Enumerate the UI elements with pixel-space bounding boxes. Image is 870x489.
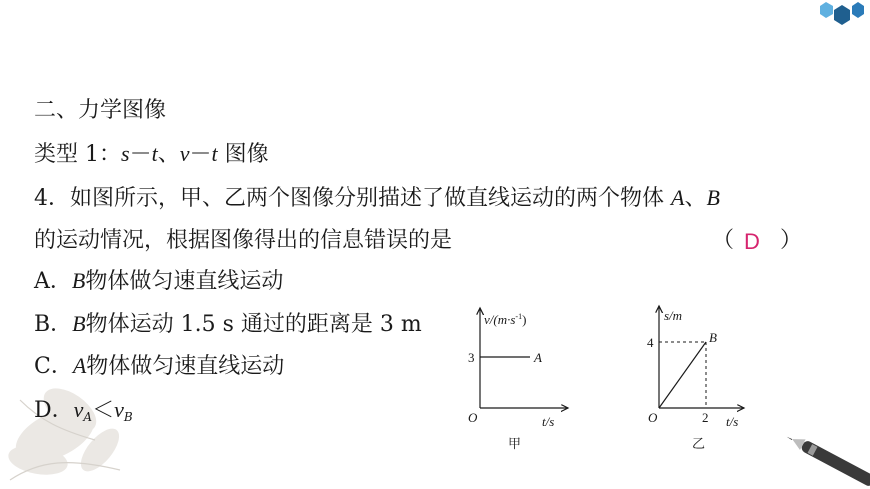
section-heading: 二、力学图像 [34, 98, 167, 123]
yi-caption: 乙 [692, 436, 706, 451]
yi-tick-x: 2 [702, 410, 709, 425]
yi-tick-y: 4 [647, 335, 654, 350]
question-stem-line2: 的运动情况，根据图像得出的信息错误的是 [34, 228, 453, 253]
answer-paren-open: （ [712, 228, 735, 253]
jia-tick-y: 3 [468, 350, 475, 365]
yi-line-b [659, 342, 706, 408]
answer-letter: D [744, 229, 760, 254]
type-line: 类型 1：s－t、v－t 图像 [34, 141, 269, 167]
jia-x-label: t/s [542, 414, 555, 429]
jia-origin: O [468, 410, 478, 425]
yi-y-label: s/m [664, 308, 683, 323]
question-stem-line1: 4．如图所示，甲、乙两个图像分别描述了做直线运动的两个物体 A、B [34, 185, 720, 211]
pen-decoration-icon [770, 420, 870, 489]
figure-yi-st-graph [640, 300, 770, 460]
jia-caption: 甲 [508, 436, 522, 451]
figure-jia-vt-graph [460, 300, 600, 460]
option-d: D．$v_A<v_B$ [34, 397, 133, 424]
option-b: B．B物体运动 1.5 s 通过的距离是 3 m [34, 311, 422, 337]
yi-x-label: t/s [726, 414, 739, 429]
option-c: C．A物体做匀速直线运动 [34, 353, 285, 379]
jia-y-label: $v/(m\cdot s^{-1})$ [484, 312, 527, 327]
hexagon-decoration-icon [812, 0, 870, 30]
answer-paren-close: ） [780, 228, 803, 253]
option-a: A．B物体做匀速直线运动 [34, 268, 284, 294]
jia-line-label: A [534, 350, 542, 365]
yi-line-label: B [709, 330, 717, 345]
yi-origin: O [648, 410, 658, 425]
